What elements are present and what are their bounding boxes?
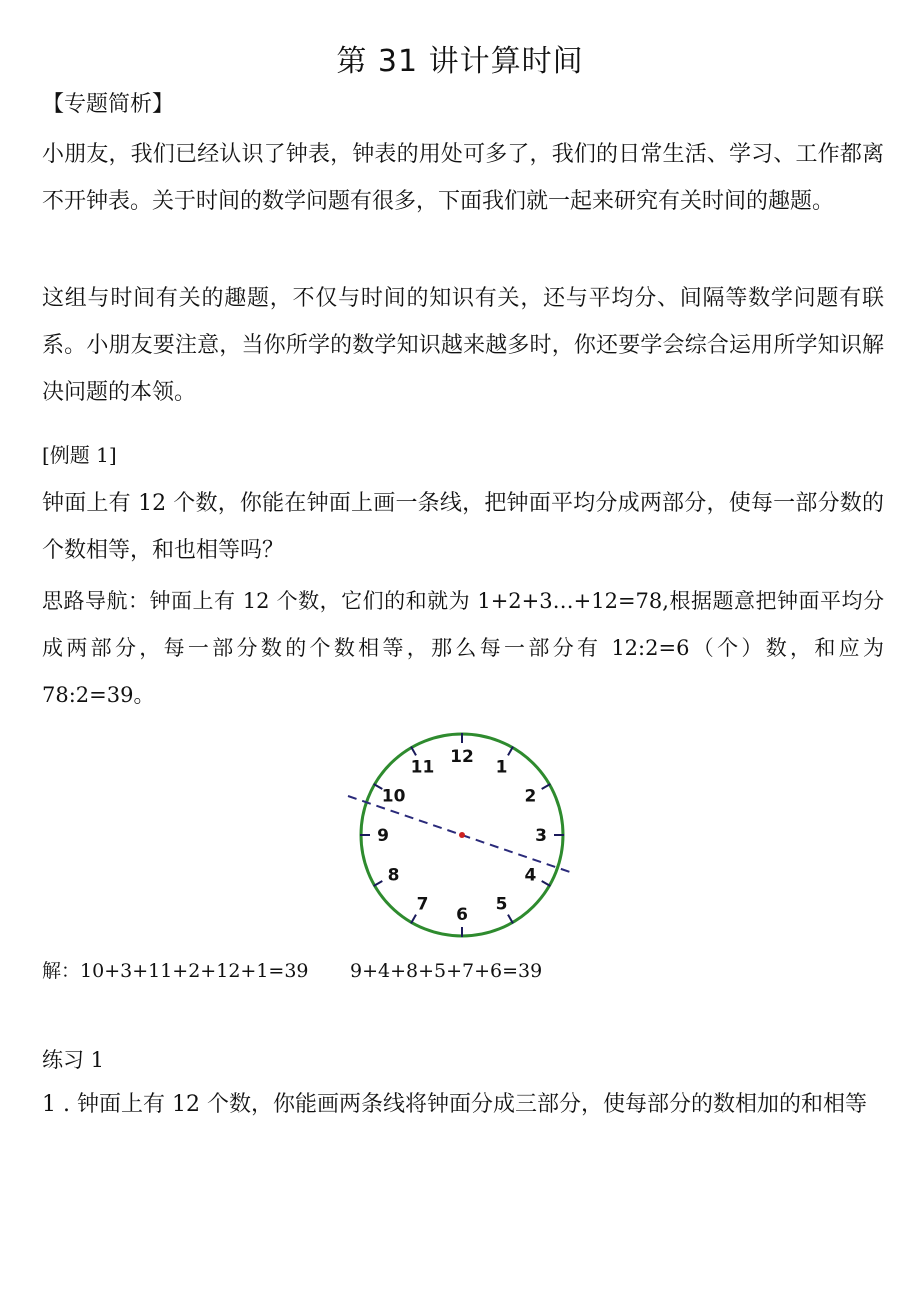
clock-number-12: 12: [450, 747, 474, 767]
clock-number-4: 4: [524, 865, 537, 886]
clock-number-7: 7: [416, 894, 429, 915]
clock-svg: [340, 728, 580, 943]
clock-number-2: 2: [524, 786, 537, 807]
example-question: 钟面上有 12 个数，你能在钟面上画一条线，把钟面平均分成两部分，使每一部分数的个数相等，和也相等吗？: [42, 491, 884, 563]
clock-number-1: 1: [495, 757, 508, 778]
solution-equation-2: 9+4+8+5+7+6=39: [350, 960, 543, 982]
clock-figure: [340, 728, 580, 943]
solution-label: 解：: [42, 960, 81, 982]
intro-paragraph-1: 小朋友，我们已经认识了钟表，钟表的用处可多了，我们的日常生活、学习、工作都离不开钟表。关于时间的数学问题有很多，下面我们就一起来研究有关时间的趣题。: [42, 142, 884, 214]
clock-number-11: 11: [410, 757, 435, 778]
practice-label: 练习 1: [42, 1048, 105, 1072]
section-heading: 【专题简析】: [42, 92, 175, 117]
practice-question-1: 1 . 钟面上有 12 个数，你能画两条线将钟面分成三部分，使每部分的数相加的和相等: [42, 1092, 867, 1117]
page-title: 第 31 讲计算时间: [336, 44, 584, 79]
clock-number-6: 6: [456, 905, 468, 925]
clock-number-3: 3: [535, 826, 547, 846]
clock-center-dot: [459, 832, 465, 838]
example-label: [例题 1]: [42, 443, 117, 467]
example-hint: 思路导航：钟面上有 12 个数，它们的和就为 1+2+3…+12=78,根据题意把钟面平均分成两部分，每一部分数的个数相等，那么每一部分有 12:2=6（个）数，和应为 78:2=39。: [42, 589, 884, 707]
solution-left: [42, 956, 309, 986]
clock-number-8: 8: [387, 865, 400, 886]
clock-number-5: 5: [495, 894, 508, 915]
intro-paragraph-2: 这组与时间有关的趣题，不仅与时间的知识有关，还与平均分、间隔等数学问题有联系。小朋友要注意，当你所学的数学知识越来越多时，你还要学会综合运用所学知识解决问题的本领。: [42, 286, 884, 405]
solution-equation-1: 10+3+11+2+12+1=39: [80, 960, 309, 982]
clock-number-10: 10: [381, 786, 406, 807]
clock-number-9: 9: [377, 826, 389, 846]
